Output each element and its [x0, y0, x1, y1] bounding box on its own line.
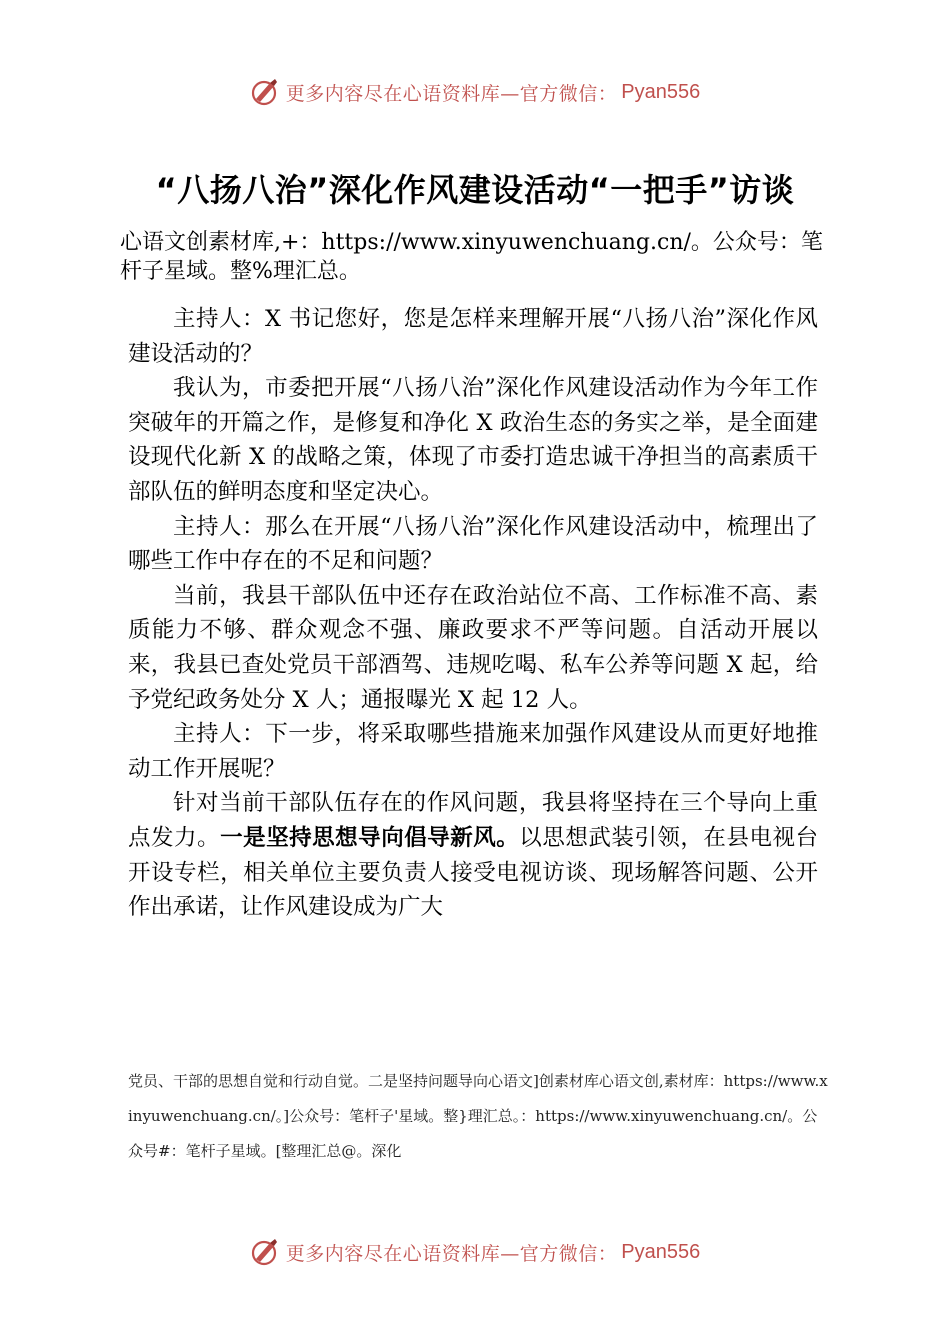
paragraph-text: 针对当前干部队伍存在的作风问题，我县将坚持在三个导向上重点发力。	[128, 790, 818, 851]
paragraph: 主持人：X 书记您好，您是怎样来理解开展“八扬八治”深化作风建设活动的？	[128, 306, 818, 367]
banner-text: 更多内容尽在心语资料库—官方微信：	[285, 1242, 618, 1265]
paragraph: 我认为，市委把开展“八扬八治”深化作风建设活动作为今年工作突破年的开篇之作，是修复和净化 X 政治生态的务实之举，是全面建设现代化新 X 的战略之策，体现了市委打造忠诚干净担当的高素质干部队伍的鲜明态度和坚定决心。	[128, 375, 818, 505]
pen-circle-icon	[250, 1237, 280, 1267]
banner-handle: Pyan556	[621, 1240, 701, 1263]
paragraph-text: 以思想武装引领，在县电视台开设专栏，相关单位主要负责人接受电视访谈、现场解答问题、公开作出承诺，让作风建设成为广大	[128, 824, 818, 921]
banner-text: 更多内容尽在心语资料库—官方微信：	[285, 82, 618, 105]
bottom-banner	[0, 1232, 950, 1272]
bold-heading: 一是坚持思想导向倡导新风。	[220, 824, 520, 851]
banner-handle: Pyan556	[621, 80, 701, 103]
footer-text: 党员、干部的思想自觉和行动自觉。二是坚持问题导向心语文]创素材库心语文创,素材库：https://www.xinyuwenchuang.cn/。]公众号：笔杆子'星域。整}理汇总。：https://www.xinyuwenchuang.cn/。公众号#：笔杆子星域。[整理汇总@。深化	[128, 1072, 828, 1160]
paragraph	[128, 786, 818, 924]
paragraph: 主持人：下一步，将采取哪些措施来加强作风建设从而更好地推动工作开展呢？	[128, 721, 818, 782]
paragraph: 主持人：那么在开展“八扬八治”深化作风建设活动中，梳理出了哪些工作中存在的不足和问题？	[128, 513, 818, 575]
top-banner	[0, 72, 950, 112]
pen-circle-icon	[250, 77, 280, 107]
document-body	[128, 302, 818, 925]
document-title: “八扬八治”深化作风建设活动“一把手”访谈	[155, 171, 795, 209]
intro-line: 心语文创素材库,+：https://www.xinyuwenchuang.cn/。公众号：笔杆子星域。整%理汇总。	[120, 230, 823, 284]
paragraph: 当前，我县干部队伍中还存在政治站位不高、工作标准不高、素质能力不够、群众观念不强、廉政要求不严等问题。自活动开展以来，我县已查处党员干部酒驾、违规吃喝、私车公养等问题 X 起，给予党纪政务处分 X 人；通报曝光 X 起 12 人。	[128, 582, 818, 713]
